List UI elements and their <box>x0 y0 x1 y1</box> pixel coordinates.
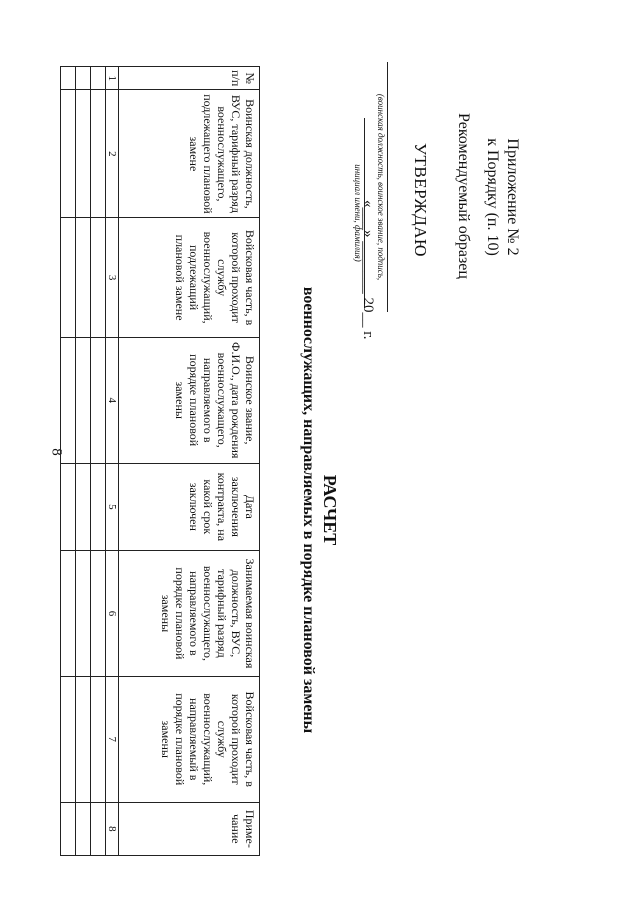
sample-label: Рекомендуемый образец <box>455 113 472 279</box>
table-cell <box>76 90 91 218</box>
title-line-2: военнослужащих, направляемых в порядке плановой замены <box>300 286 317 734</box>
table-cell <box>91 463 106 550</box>
col-number-6: 6 <box>106 551 119 677</box>
col-header-8: Приме-чание <box>119 802 260 855</box>
col-header-3: Войсковая часть, в которой проходит службу военнослужащий, подлежащий плановой замене <box>119 218 260 337</box>
document-title <box>298 140 340 880</box>
col-number-3: 3 <box>106 218 119 337</box>
table-header-row <box>119 67 260 856</box>
calculation-table <box>60 66 260 856</box>
table-cell <box>91 90 106 218</box>
col-header-7: Войсковая часть, в которой проходит службу военнослужащий, направляемый в порядке плановой замены <box>119 676 260 802</box>
table-cell <box>91 802 106 855</box>
col-number-7: 7 <box>106 676 119 802</box>
table-cell <box>76 676 91 802</box>
table-cell <box>76 67 91 90</box>
col-number-5: 5 <box>106 463 119 550</box>
col-header-5: Дата заключения контракта, на какой срок заключен <box>119 463 260 550</box>
table-cell <box>91 551 106 677</box>
col-header-6: Занимаемая воинская должность, ВУС, тарифный разряд военнослужащего, направляемого в порядке плановой замены <box>119 551 260 677</box>
col-number-1: 1 <box>106 67 119 90</box>
table-cell <box>76 218 91 337</box>
approve-label: УТВЕРЖДАЮ <box>411 142 430 258</box>
table-cell <box>61 337 76 463</box>
appendix-ref: к Порядку (п. 10) <box>484 138 501 256</box>
table-cell <box>91 67 106 90</box>
col-number-2: 2 <box>106 90 119 218</box>
table-number-row <box>106 67 119 856</box>
table-cell <box>61 676 76 802</box>
appendix-label: Приложение № 2 <box>504 138 521 256</box>
table-cell <box>61 218 76 337</box>
table-row <box>91 67 106 856</box>
table-cell <box>76 463 91 550</box>
table-cell <box>91 676 106 802</box>
table-cell <box>91 337 106 463</box>
table-row <box>76 67 91 856</box>
col-header-1: № п/п <box>119 67 260 90</box>
table-cell <box>61 463 76 550</box>
table-cell <box>61 551 76 677</box>
table-cell <box>76 337 91 463</box>
table-cell <box>61 90 76 218</box>
signature-line-1 <box>387 62 388 312</box>
title-line-1: РАСЧЕТ <box>320 474 340 546</box>
signature-caption-1: (воинская должность, воинское звание, подпись, <box>376 93 386 281</box>
table-row <box>61 67 76 856</box>
table-cell <box>76 802 91 855</box>
col-header-4: Воинское звание, Ф.И.О., дата рождения военнослужащего, направляемого в порядке плановой замены <box>119 337 260 463</box>
page-number: 8 <box>48 448 65 456</box>
col-header-2: Воинская должность, ВУС, тарифный разряд военнослужащего, подлежащего плановой замене <box>119 90 260 218</box>
table-cell <box>91 218 106 337</box>
col-number-4: 4 <box>106 337 119 463</box>
table-cell <box>61 802 76 855</box>
col-number-8: 8 <box>106 802 119 855</box>
signature-caption-2: инициал имени, фамилия) <box>353 164 363 262</box>
approval-date: «___» _______ 20__ г. <box>360 200 376 340</box>
table-cell <box>76 551 91 677</box>
table-cell <box>61 67 76 90</box>
appendix-header <box>482 72 522 322</box>
